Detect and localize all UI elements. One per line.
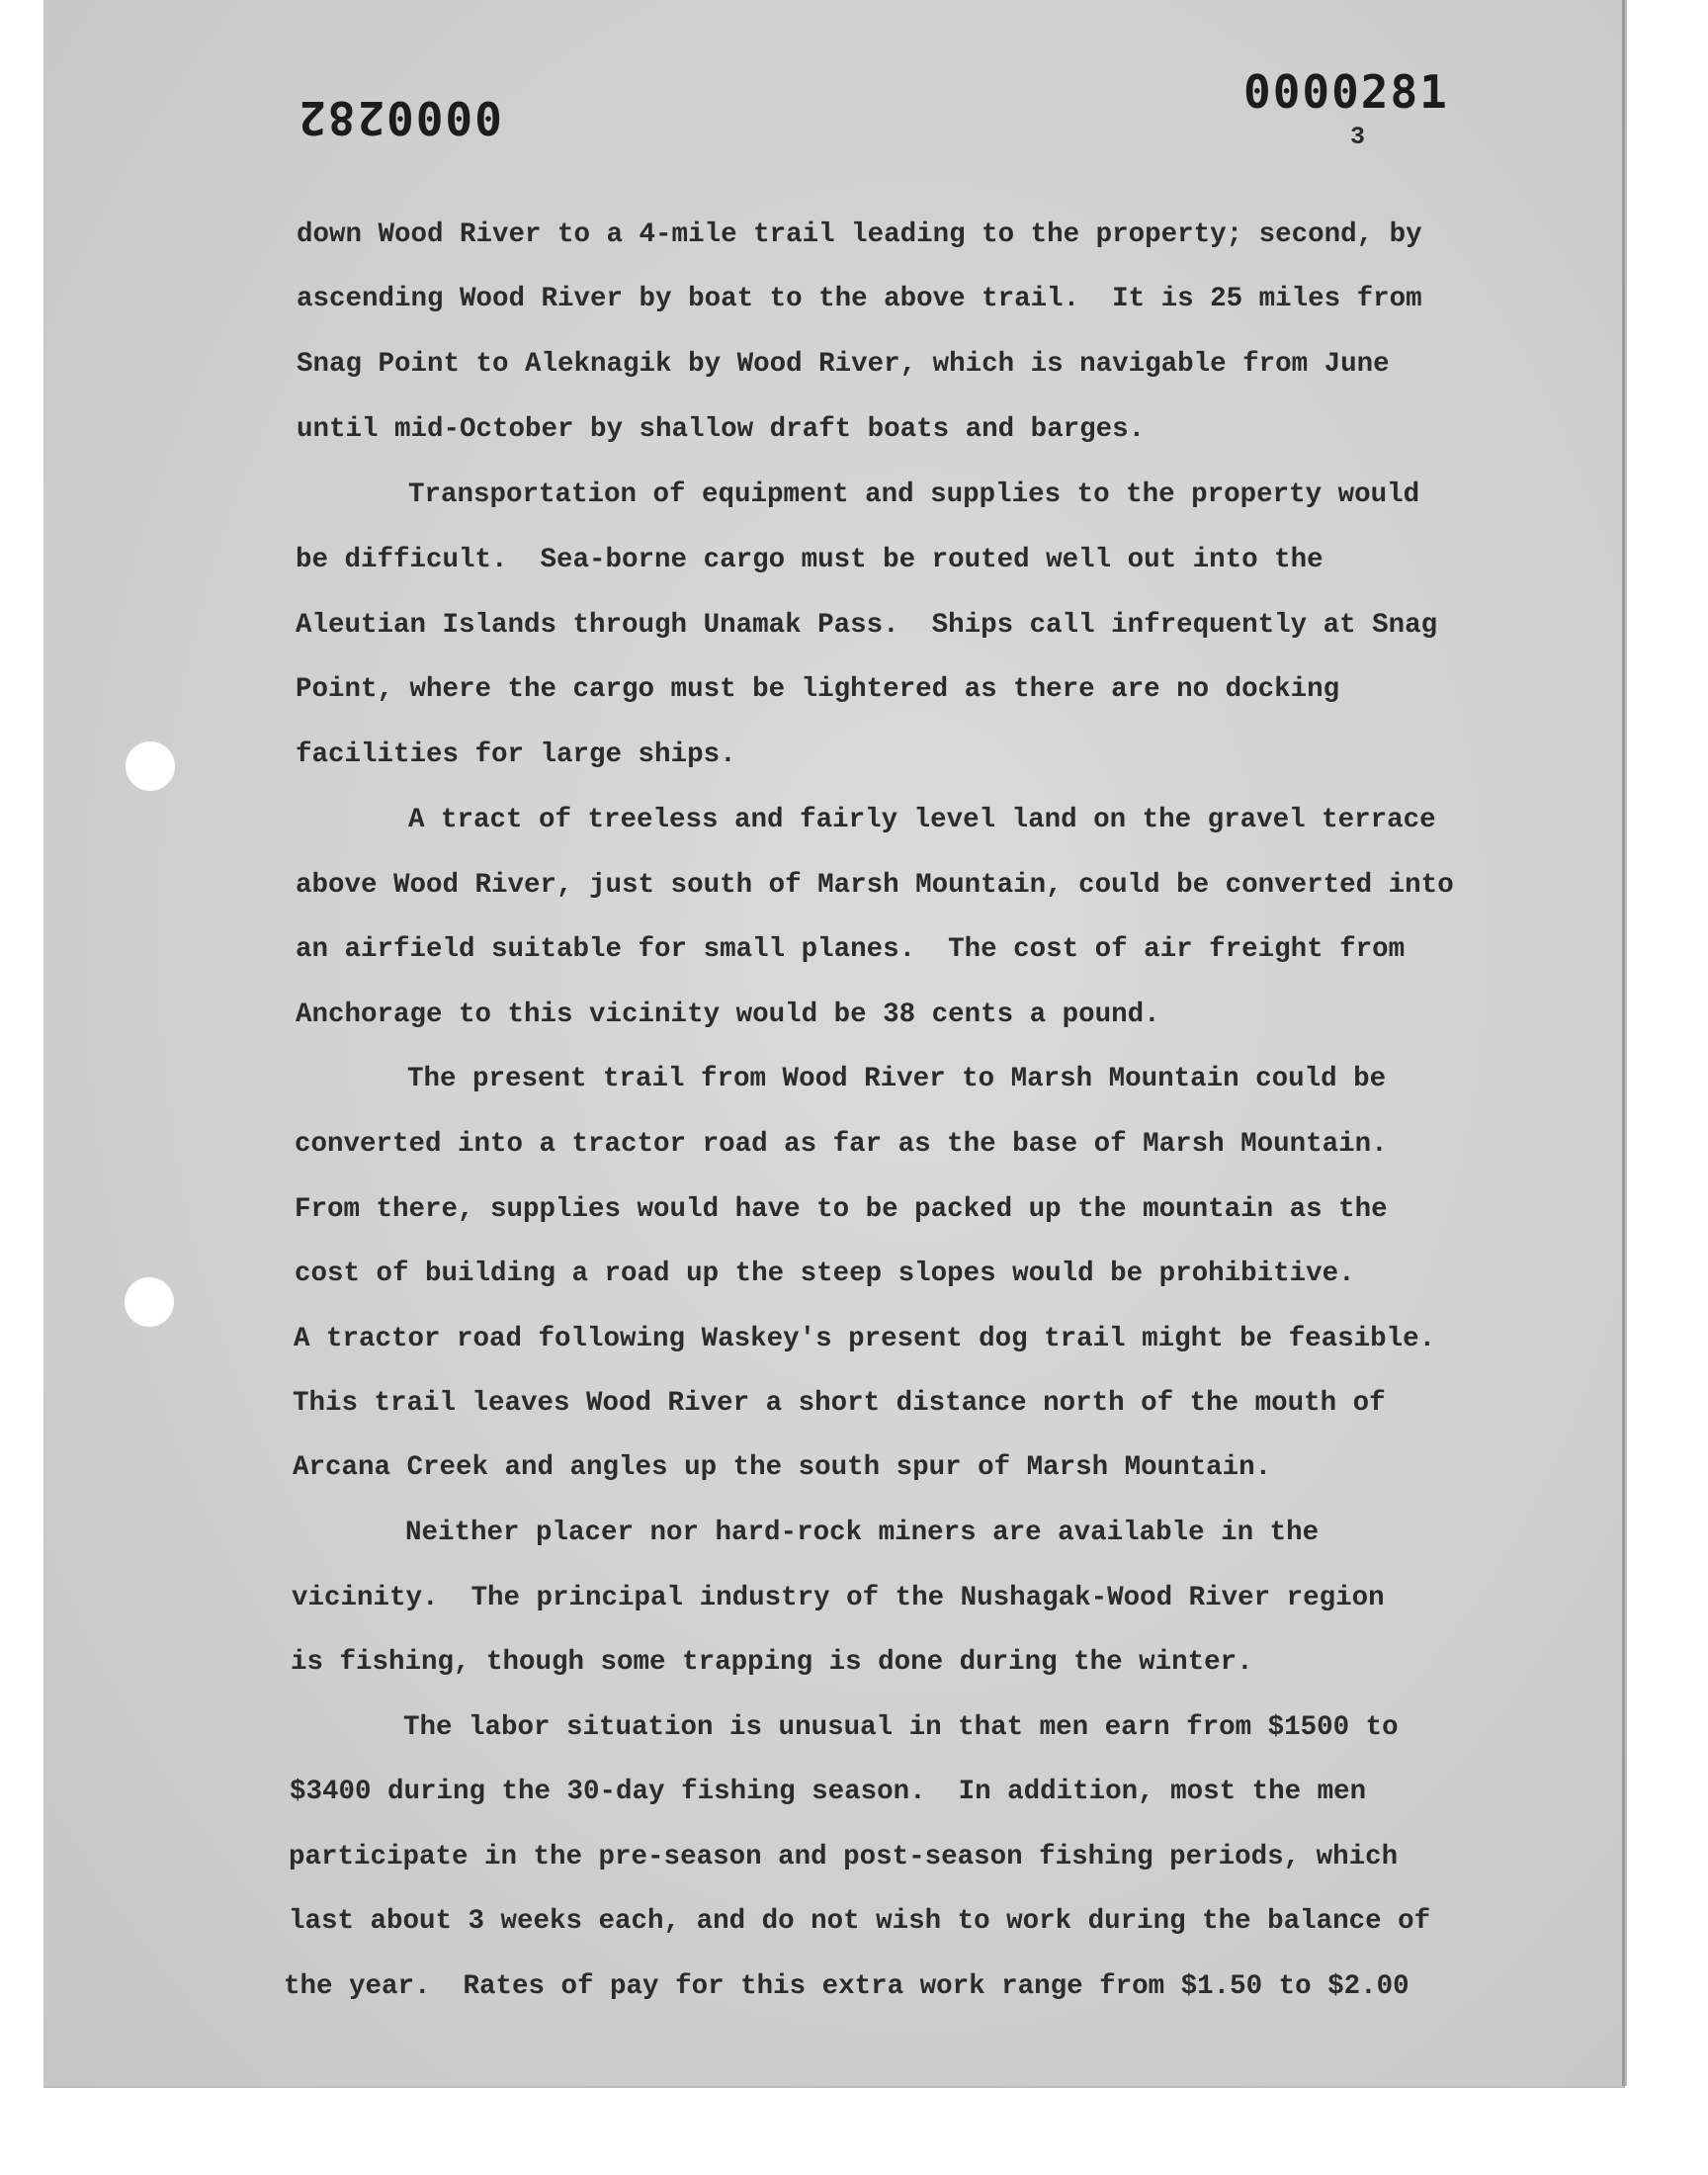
text-line: be difficult. Sea-borne cargo must be routed well out into the <box>296 545 1324 575</box>
text-line: Aleutian Islands through Unamak Pass. Ships call infrequently at Snag <box>296 610 1438 641</box>
punch-hole <box>126 741 175 791</box>
text-line: is fishing, though some trapping is done during the winter. <box>291 1647 1253 1678</box>
text-line: converted into a tractor road as far as the base of Marsh Mountain. <box>295 1129 1388 1160</box>
text-line: participate in the pre-season and post-season fishing periods, which <box>289 1842 1399 1872</box>
text-line: A tractor road following Waskey's present dog trail might be feasible. <box>294 1324 1436 1354</box>
punch-hole <box>125 1277 174 1327</box>
text-line: ascending Wood River by boat to the above trail. It is 25 miles from <box>297 284 1422 314</box>
text-line: Anchorage to this vicinity would be 38 cents a pound. <box>296 1000 1160 1030</box>
text-line: $3400 during the 30-day fishing season. In addition, most the men <box>290 1777 1367 1807</box>
text-line: an airfield suitable for small planes. The cost of air freight from <box>296 934 1406 965</box>
text-line: The labor situation is unusual in that men earn from $1500 to <box>403 1712 1399 1743</box>
archive-stamp: 0000281 <box>1243 65 1449 119</box>
text-line: Arcana Creek and angles up the south spur of Marsh Mountain. <box>293 1452 1272 1483</box>
text-line: above Wood River, just south of Marsh Mountain, could be converted into <box>296 870 1454 901</box>
text-line: vicinity. The principal industry of the Nushagak-Wood River region <box>292 1583 1385 1613</box>
archive-stamp-inverted: 0000282 <box>297 91 502 144</box>
text-line: the year. Rates of pay for this extra work range from $1.50 to $2.00 <box>284 1971 1409 2002</box>
page-number: 3 <box>1350 123 1366 151</box>
text-line: The present trail from Wood River to Marsh Mountain could be <box>407 1064 1387 1094</box>
text-line: Neither placer nor hard-rock miners are available in the <box>405 1518 1320 1548</box>
text-line: down Wood River to a 4-mile trail leading to the property; second, by <box>297 219 1422 250</box>
text-line: A tract of treeless and fairly level land on the gravel terrace <box>408 805 1436 835</box>
text-line: cost of building a road up the steep slopes would be prohibitive. <box>295 1259 1355 1289</box>
text-line: This trail leaves Wood River a short distance north of the mouth of <box>293 1388 1386 1419</box>
text-line: Transportation of equipment and supplies to the property would <box>408 479 1420 510</box>
text-line: Snag Point to Aleknagik by Wood River, which is navigable from June <box>297 349 1390 380</box>
text-line: Point, where the cargo must be lightered as there are no docking <box>296 674 1340 705</box>
text-line: facilities for large ships. <box>296 740 736 770</box>
text-line: last about 3 weeks each, and do not wish to work during the balance of <box>289 1906 1431 1937</box>
text-line: until mid-October by shallow draft boats and barges. <box>297 414 1146 445</box>
text-line: From there, supplies would have to be packed up the mountain as the <box>295 1194 1388 1225</box>
